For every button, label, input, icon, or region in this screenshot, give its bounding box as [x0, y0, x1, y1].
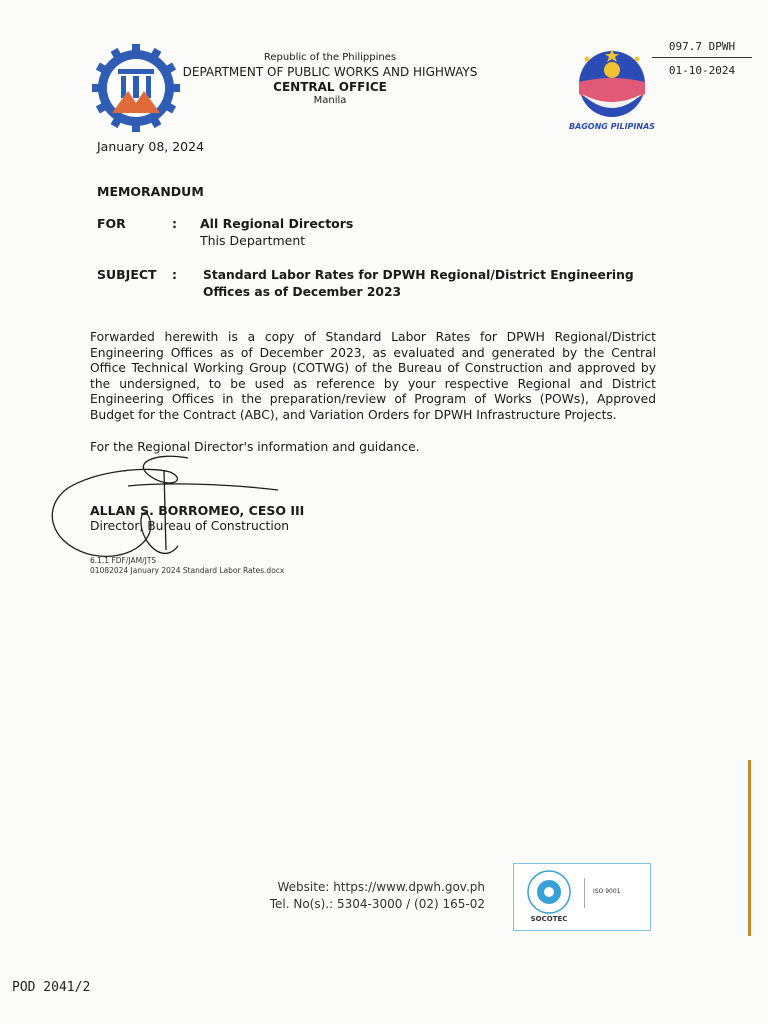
subject-label: SUBJECT — [97, 267, 157, 282]
footer-website: Website: https://www.dpwh.gov.ph — [277, 880, 485, 894]
footer-tel: Tel. No(s).: 5304-3000 / (02) 165-02 — [269, 897, 485, 911]
iso-panel — [584, 878, 643, 908]
subject-text — [203, 267, 655, 301]
header-city: Manila — [313, 95, 347, 106]
socotec-logo-icon — [522, 869, 576, 915]
reference-file: 01082024 January 2024 Standard Labor Rates.docx — [90, 566, 285, 575]
body-paragraph-2: For the Regional Director's information and guidance. — [90, 440, 420, 454]
certification-badge — [513, 863, 651, 931]
iso-label: ISO 9001 — [593, 888, 621, 895]
handwritten-note: POD 2041/2 — [12, 980, 91, 995]
memo-type: MEMORANDUM — [97, 184, 204, 199]
scan-edge-mark — [748, 760, 751, 936]
header-office: CENTRAL OFFICE — [273, 80, 387, 94]
subject-line-2: Offices as of December 2023 — [203, 285, 402, 299]
receipt-stamp — [652, 40, 752, 77]
for-label: FOR — [97, 216, 126, 231]
bagong-pilipinas-logo — [572, 44, 652, 122]
receipt-stamp-date: 01-10-2024 — [668, 64, 736, 77]
cert-name: SOCOTEC — [530, 915, 568, 923]
subject-line-1: Standard Labor Rates for DPWH Regional/District Engineering — [203, 268, 634, 282]
reference-code: 6.1.1 FDF/JAM/JTS — [90, 556, 157, 565]
for-sub: This Department — [200, 233, 306, 248]
header-republic: Republic of the Philippines — [263, 52, 397, 63]
receipt-stamp-number: 097.7 DPWH — [668, 40, 736, 53]
memo-date: January 08, 2024 — [97, 139, 205, 154]
for-value: All Regional Directors — [200, 216, 354, 231]
dpwh-gear-logo — [90, 43, 182, 133]
for-colon: : — [172, 216, 177, 231]
header-department: DEPARTMENT OF PUBLIC WORKS AND HIGHWAYS — [182, 65, 478, 79]
signatory-name: ALLAN S. BORROMEO, CESO III — [90, 503, 305, 518]
signatory-title: Director, Bureau of Construction — [90, 519, 290, 533]
body-paragraph-1: Forwarded herewith is a copy of Standard Labor Rates for DPWH Regional/District Engineering Offices as of December 2023, as evaluated and generated by the Central Office Technical Working Group (COTWG) of the Bureau of Construction and approved by the undersigned, to be used as reference by your respective Regional and District Engineering Offices in the preparation/review of Program of Works (POWs), Approved Budget for the Contract (ABC), and Variation Orders for DPWH Infrastructure Projects. — [90, 330, 656, 422]
bagong-pilipinas-text: BAGONG PILIPINAS — [568, 122, 656, 131]
subject-colon: : — [172, 267, 177, 282]
